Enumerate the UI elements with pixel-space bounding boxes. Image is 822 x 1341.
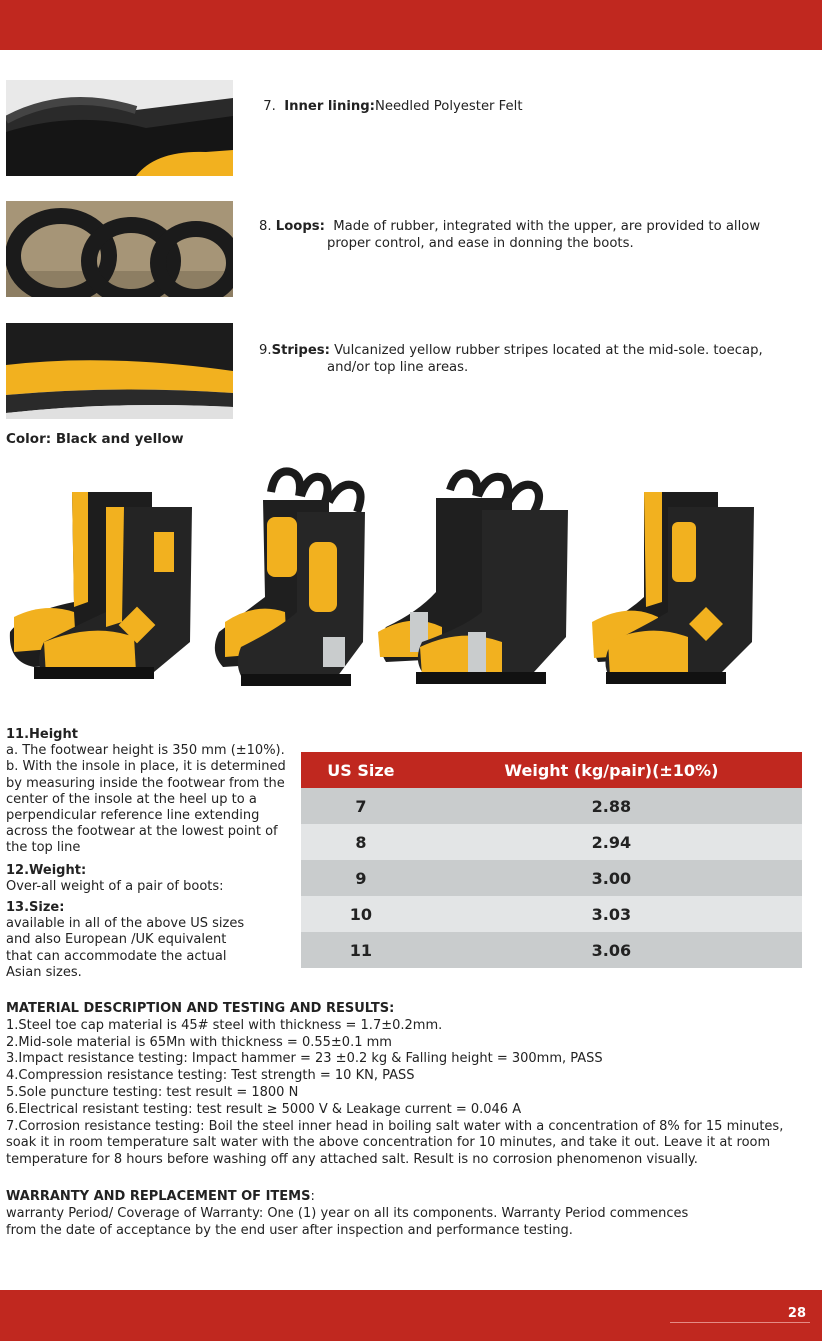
warranty-title: WARRANTY AND REPLACEMENT OF ITEMS bbox=[6, 1189, 311, 1204]
table-header-row bbox=[301, 752, 802, 788]
height-section bbox=[6, 727, 301, 857]
size-weight-table bbox=[301, 752, 802, 968]
material-line: 3.Impact resistance testing: Impact hammer = 23 ±0.2 kg & Falling height = 300mm, PASS bbox=[6, 1051, 603, 1067]
height-line: center of the insole at the heel up to a bbox=[6, 791, 257, 807]
size-cell: 9 bbox=[301, 860, 421, 896]
weight-cell: 2.94 bbox=[421, 824, 802, 860]
feature-loops: 8. Loops: Made of rubber, integrated with the upper, are provided to allow proper control, and ease in donning the boots. bbox=[259, 219, 761, 251]
table-row bbox=[301, 896, 802, 932]
material-line: 5.Sole puncture testing: test result = 1800 N bbox=[6, 1084, 299, 1100]
weight-text: Over-all weight of a pair of boots: bbox=[6, 879, 224, 895]
header-weight: Weight (kg/pair)(±10%) bbox=[421, 752, 802, 788]
material-line: 7.Corrosion resistance testing: Boil the steel inner head in boiling salt water with a concentration of 8% for 15 minutes, bbox=[6, 1118, 784, 1134]
size-line: and also European /UK equivalent bbox=[6, 932, 227, 948]
header-bar bbox=[0, 0, 822, 50]
boot-pair-with-reflective bbox=[372, 462, 572, 692]
size-cell: 8 bbox=[301, 824, 421, 860]
height-line: perpendicular reference line extending bbox=[6, 808, 260, 824]
warranty-section bbox=[6, 1189, 786, 1239]
weight-cell: 3.06 bbox=[421, 932, 802, 968]
inner-lining-photo bbox=[6, 80, 233, 176]
weight-cell: 3.00 bbox=[421, 860, 802, 896]
material-line: temperature for 8 hours before washing off any attached salt. Result is no corrosion phenomenon visually. bbox=[6, 1152, 698, 1168]
height-line: b. With the insole in place, it is determined bbox=[6, 759, 286, 775]
table-row bbox=[301, 860, 802, 896]
table-row bbox=[301, 824, 802, 860]
loops-photo bbox=[6, 201, 233, 297]
height-title: 11.Height bbox=[6, 727, 78, 742]
size-line: Asian sizes. bbox=[6, 964, 82, 980]
height-line: by measuring inside the footwear from the bbox=[6, 775, 285, 791]
material-title: MATERIAL DESCRIPTION AND TESTING AND RESULTS: bbox=[6, 1001, 395, 1016]
warranty-colon: : bbox=[310, 1189, 315, 1204]
footer-divider bbox=[670, 1322, 810, 1323]
weight-title: 12.Weight: bbox=[6, 863, 87, 878]
size-cell: 7 bbox=[301, 788, 421, 824]
color-description: Color: Black and yellow bbox=[6, 431, 184, 447]
feature-stripes: 9.Stripes: Vulcanized yellow rubber stripes located at the mid-sole. toecap, and/or top line areas. bbox=[259, 343, 763, 375]
table-row bbox=[301, 932, 802, 968]
material-line: 1.Steel toe cap material is 45# steel with thickness = 1.7±0.2mm. bbox=[6, 1017, 443, 1033]
material-line: 4.Compression resistance testing: Test strength = 10 KN, PASS bbox=[6, 1068, 415, 1084]
size-line: available in all of the above US sizes bbox=[6, 916, 245, 932]
height-line: the top line bbox=[6, 840, 81, 856]
footer-bar bbox=[0, 1290, 822, 1341]
height-line: across the footwear at the lowest point of bbox=[6, 824, 278, 840]
size-title: 13.Size: bbox=[6, 900, 65, 915]
boot-pair-yellow-shaft bbox=[4, 462, 204, 692]
weight-cell: 3.03 bbox=[421, 896, 802, 932]
table-row bbox=[301, 788, 802, 824]
header-us-size: US Size bbox=[301, 752, 421, 788]
boot-pair-yellow-panels bbox=[588, 462, 763, 692]
feature-inner-lining: 7. Inner lining:Needled Polyester Felt bbox=[263, 99, 523, 114]
material-line: 2.Mid-sole material is 65Mn with thickness = 0.55±0.1 mm bbox=[6, 1034, 392, 1050]
weight-section bbox=[6, 863, 301, 895]
stripes-photo bbox=[6, 323, 233, 419]
warranty-line: from the date of acceptance by the end user after inspection and performance testing. bbox=[6, 1222, 573, 1238]
boot-pair-with-loops bbox=[205, 462, 370, 692]
material-line: soak it in room temperature salt water with the above concentration for 10 minutes, and take it out. Leave it at room bbox=[6, 1135, 771, 1151]
size-line: that can accommodate the actual bbox=[6, 948, 227, 964]
size-section bbox=[6, 900, 301, 981]
page-number: 28 bbox=[787, 1306, 806, 1321]
weight-cell: 2.88 bbox=[421, 788, 802, 824]
height-line: a. The footwear height is 350 mm (±10%). bbox=[6, 743, 285, 759]
size-cell: 11 bbox=[301, 932, 421, 968]
material-line: 6.Electrical resistant testing: test result ≥ 5000 V & Leakage current = 0.046 A bbox=[6, 1101, 522, 1117]
material-section bbox=[6, 1001, 811, 1169]
warranty-line: warranty Period/ Coverage of Warranty: One (1) year on all its components. Warranty Period commences bbox=[6, 1205, 689, 1221]
size-cell: 10 bbox=[301, 896, 421, 932]
